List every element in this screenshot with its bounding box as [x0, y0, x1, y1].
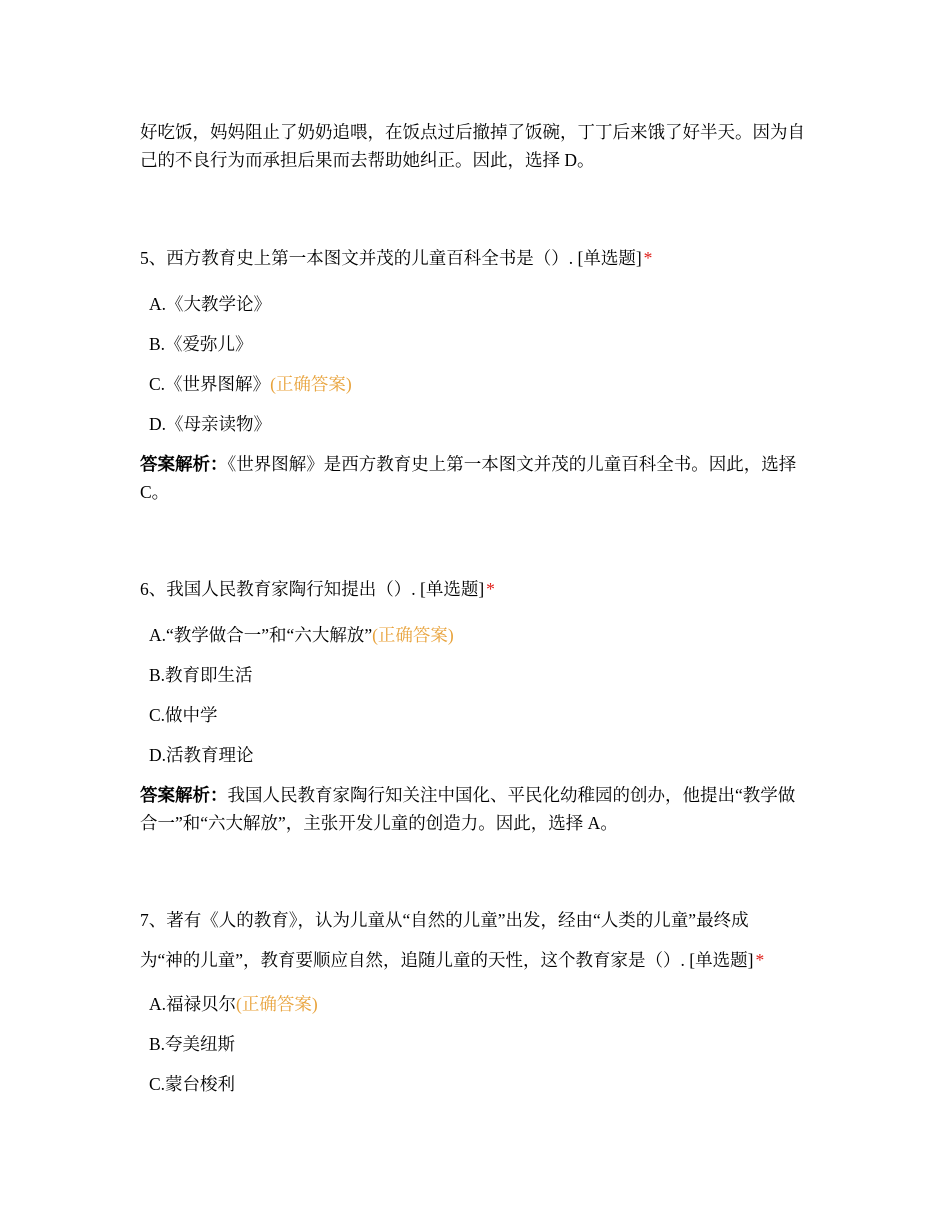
option-c	[149, 374, 812, 414]
question-6-analysis	[140, 781, 812, 837]
option-a	[149, 294, 812, 334]
correct-answer-tag: (正确答案)	[236, 994, 318, 1014]
analysis-body: 我国人民教育家陶行知关注中国化、平民化幼稚园的创办，他提出“教学做合一”和“六大解放”，主张开发儿童的创造力。因此，选择 A。	[140, 785, 796, 833]
question-7	[140, 900, 812, 980]
question-title	[140, 579, 812, 599]
question-title-text: 6、我国人民教育家陶行知提出（）. [单选题]	[140, 579, 485, 599]
question-title-line1: 7、著有《人的教育》，认为儿童从“自然的儿童”出发，经由“人类的儿童”最终成	[140, 910, 749, 930]
option-label: B.教育即生活	[149, 665, 253, 685]
analysis-label: 答案解析：	[140, 454, 228, 474]
question-6	[140, 579, 812, 599]
option-label: A.《大教学论》	[149, 294, 272, 314]
option-label: D.《母亲读物》	[149, 414, 272, 434]
analysis-text	[140, 450, 812, 506]
correct-answer-tag: (正确答案)	[372, 625, 454, 645]
required-mark: *	[486, 579, 495, 599]
option-a	[149, 994, 812, 1034]
analysis-body: 《世界图解》是西方教育史上第一本图文并茂的儿童百科全书。因此，选择 C。	[140, 454, 797, 502]
option-c	[149, 1074, 812, 1114]
prev-analysis-text: 好吃饭，妈妈阻止了奶奶追喂，在饭点过后撤掉了饭碗，丁丁后来饿了好半天。因为自己的不良行为而承担后果而去帮助她纠正。因此，选择 D。	[140, 122, 805, 170]
option-b	[149, 1034, 812, 1074]
required-mark: *	[643, 248, 653, 268]
required-mark: *	[755, 950, 765, 970]
option-label: C.做中学	[149, 705, 218, 725]
option-d	[149, 414, 812, 454]
option-label: B.夸美纽斯	[149, 1034, 236, 1054]
prev-analysis	[140, 118, 812, 174]
question-5-options	[140, 294, 812, 454]
question-6-options	[140, 625, 812, 785]
option-label: B.《爱弥儿》	[149, 334, 253, 354]
question-title-line2: 为“神的儿童”，教育要顺应自然，追随儿童的天性，这个教育家是（）. [单选题]	[140, 950, 754, 970]
option-b	[149, 665, 812, 705]
analysis-text	[140, 781, 812, 837]
option-d	[149, 745, 812, 785]
question-title-text: 5、西方教育史上第一本图文并茂的儿童百科全书是（）. [单选题]	[140, 248, 642, 268]
question-title	[140, 900, 812, 980]
analysis-label: 答案解析：	[140, 785, 228, 805]
question-5-analysis	[140, 450, 812, 506]
option-label: D.活教育理论	[149, 745, 254, 765]
question-7-options	[140, 994, 812, 1114]
option-a	[149, 625, 812, 665]
option-label: A.“教学做合一”和“六大解放”	[149, 625, 373, 645]
option-label: C.蒙台梭利	[149, 1074, 236, 1094]
question-title	[140, 248, 812, 268]
correct-answer-tag: (正确答案)	[270, 374, 352, 394]
option-c	[149, 705, 812, 745]
question-5	[140, 248, 812, 268]
option-b	[149, 334, 812, 374]
option-label: A.福禄贝尔	[149, 994, 237, 1014]
option-label: C.《世界图解》	[149, 374, 271, 394]
